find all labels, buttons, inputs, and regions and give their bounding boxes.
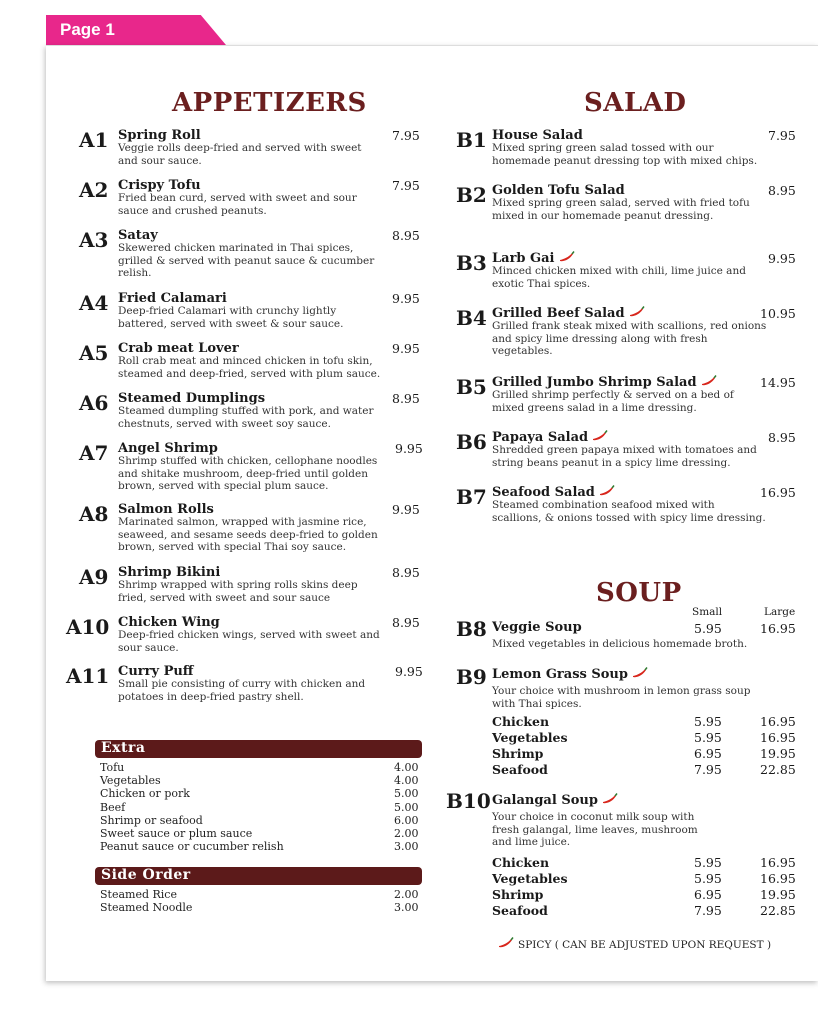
item-code: B6 (456, 430, 487, 454)
price-small: 5.95 (694, 855, 722, 870)
item-code: B7 (456, 485, 487, 509)
price-small: 6.95 (694, 746, 722, 761)
list-item-price: 6.00 (394, 813, 419, 827)
item-price: 8.95 (392, 391, 420, 406)
price-small: 7.95 (694, 903, 722, 918)
list-item-name: Chicken or pork (100, 787, 190, 801)
price-small: 5.95 (694, 730, 722, 745)
item-price: 14.95 (760, 375, 796, 390)
item-price: 7.95 (392, 128, 420, 143)
item-name (492, 667, 648, 683)
price-large: 16.95 (760, 714, 796, 729)
extra-bar (95, 740, 422, 758)
soup-option-name: Vegetables (492, 730, 568, 745)
item-name (492, 793, 618, 809)
page-tab[interactable] (46, 15, 226, 45)
item-code: B5 (456, 375, 487, 399)
soup-heading: SOUP (596, 578, 682, 608)
list-row (100, 901, 430, 914)
list-item-name: Beef (100, 800, 126, 814)
price-small: 7.95 (694, 762, 722, 777)
item-price: 9.95 (395, 664, 423, 679)
list-item-price: 2.00 (394, 826, 419, 840)
item-price: 7.95 (768, 128, 796, 143)
price-large: 16.95 (760, 855, 796, 870)
item-code: B4 (456, 306, 487, 330)
chili-icon (632, 667, 648, 683)
list-item-name: Sweet sauce or plum sauce (100, 826, 253, 840)
list-item-price: 4.00 (394, 761, 419, 774)
list-item-price: 5.00 (394, 787, 419, 801)
item-code: B3 (456, 251, 487, 275)
chili-icon (602, 793, 618, 809)
item-description: Grilled frank steak mixed with scallions, red onions and spicy lime dressing along with fresh vegetables. (492, 320, 767, 357)
item-price: 8.95 (392, 228, 420, 243)
soup-option-name: Seafood (492, 903, 548, 918)
list-item-name: Peanut sauce or cucumber relish (100, 840, 284, 854)
item-name: Steamed Dumplings (118, 391, 266, 406)
soup-option-name: Vegetables (492, 871, 568, 886)
item-description: Mixed spring green salad, served with fried tofu mixed in our homemade peanut dressing. (492, 197, 750, 222)
item-price: 9.95 (395, 441, 423, 456)
item-description: Steamed dumpling stuffed with pork, and water chestnuts, served with sweet soy sauce. (118, 405, 374, 430)
price-large: 16.95 (760, 871, 796, 886)
item-name (492, 128, 583, 143)
item-description: Mixed vegetables in delicious homemade broth. (492, 638, 748, 650)
price-small: 5.95 (694, 714, 722, 729)
list-item-name: Steamed Noodle (100, 901, 193, 915)
item-price: 9.95 (392, 502, 420, 517)
spicy-legend (498, 937, 771, 952)
list-item-price: 3.00 (394, 901, 419, 915)
item-description: Minced chicken mixed with chili, lime juice and exotic Thai spices. (492, 265, 746, 290)
item-name: Satay (118, 228, 158, 243)
item-name: Salmon Rolls (118, 502, 214, 517)
chili-icon (498, 937, 514, 952)
item-name: Chicken Wing (118, 615, 220, 630)
item-name-text: Seafood Salad (492, 485, 595, 500)
extra-title: Extra (101, 740, 146, 756)
price-large: 16.95 (760, 621, 796, 636)
item-description: Skewered chicken marinated in Thai spices, grilled & served with peanut sauce & cucumber relish. (118, 242, 375, 279)
soup-col-large: Large (764, 606, 796, 618)
item-code: B1 (456, 128, 487, 152)
item-description: Mixed spring green salad tossed with our homemade peanut dressing top with mixed chips. (492, 142, 758, 167)
item-description: Your choice in coconut milk soup with fresh galangal, lime leaves, mushroom and lime juice. (492, 811, 698, 848)
soup-option-name: Seafood (492, 762, 548, 777)
item-name-text: Lemon Grass Soup (492, 667, 628, 682)
price-large: 16.95 (760, 730, 796, 745)
item-code: A7 (79, 441, 109, 465)
salad-heading: SALAD (584, 88, 687, 118)
soup-col-small: Small (692, 606, 723, 618)
item-description: Shredded green papaya mixed with tomatoes and string beans peanut in a spicy lime dressing. (492, 444, 757, 469)
item-code: A2 (79, 178, 109, 202)
soup-option-name: Shrimp (492, 746, 544, 761)
list-item-price: 5.00 (394, 800, 419, 814)
item-code: B8 (456, 617, 487, 641)
item-description: Deep-fried chicken wings, served with sweet and sour sauce. (118, 629, 380, 654)
soup-option-name: Shrimp (492, 887, 544, 902)
price-large: 22.85 (760, 762, 796, 777)
item-price: 10.95 (760, 306, 796, 321)
item-code: A5 (79, 341, 109, 365)
list-item-price: 4.00 (394, 774, 419, 788)
item-name-text: Galangal Soup (492, 793, 598, 808)
list-row (100, 774, 430, 787)
page-tab-label: Page 1 (60, 20, 115, 39)
item-code: B9 (456, 665, 487, 689)
item-price: 16.95 (760, 485, 796, 500)
soup-option-name: Chicken (492, 855, 550, 870)
item-description: Small pie consisting of curry with chicken and potatoes in deep-fried pastry shell. (118, 678, 366, 703)
list-row (100, 801, 430, 814)
item-code: B2 (456, 183, 487, 207)
item-name-text: Larb Gai (492, 251, 555, 266)
price-large: 19.95 (760, 746, 796, 761)
item-price: 8.95 (768, 183, 796, 198)
extra-list (100, 761, 430, 853)
item-price: 9.95 (768, 251, 796, 266)
soup-option-name: Chicken (492, 714, 550, 729)
price-small: 5.95 (694, 871, 722, 886)
item-code: A6 (79, 391, 109, 415)
item-name-text: Golden Tofu Salad (492, 183, 625, 198)
item-price: 9.95 (392, 341, 420, 356)
item-price: 7.95 (392, 178, 420, 193)
item-description: Veggie rolls deep-fried and served with sweet and sour sauce. (118, 142, 362, 167)
item-name-text: Grilled Jumbo Shrimp Salad (492, 375, 697, 390)
price-large: 19.95 (760, 887, 796, 902)
item-description: Grilled shrimp perfectly & served on a bed of mixed greens salad in a lime dressing. (492, 389, 734, 414)
appetizers-heading: APPETIZERS (172, 88, 367, 118)
list-item-name: Tofu (100, 761, 125, 774)
item-name: Fried Calamari (118, 291, 227, 306)
item-description: Marinated salmon, wrapped with jasmine rice, seaweed, and sesame seeds deep-fried to golden brown, served with special Thai soy sauce. (118, 516, 378, 553)
list-row (100, 787, 430, 800)
list-item-name: Shrimp or seafood (100, 813, 203, 827)
item-code: B10 (446, 789, 491, 813)
list-item-price: 2.00 (394, 888, 419, 901)
item-description: Shrimp wrapped with spring rolls skins deep fried, served with sweet and sour sauce (118, 579, 358, 604)
item-code: A8 (79, 502, 109, 526)
item-code: A9 (79, 565, 109, 589)
price-small: 6.95 (694, 887, 722, 902)
item-name: Crab meat Lover (118, 341, 239, 356)
item-price: 8.95 (392, 615, 420, 630)
side-order-list (100, 888, 430, 914)
item-code: A1 (79, 128, 109, 152)
item-name-text: House Salad (492, 128, 583, 143)
side-order-bar (95, 867, 422, 885)
list-row (100, 888, 430, 901)
item-name: Spring Roll (118, 128, 201, 143)
list-row (100, 840, 430, 853)
side-order-title: Side Order (101, 867, 191, 883)
list-item-name: Steamed Rice (100, 888, 177, 901)
item-description: Shrimp stuffed with chicken, cellophane noodles and shitake mushroom, deep-fried until golden brown, served with special plum sauce. (118, 455, 378, 492)
item-price: 8.95 (392, 565, 420, 580)
list-row (100, 761, 430, 774)
item-description: Steamed combination seafood mixed with scallions, & onions tossed with spicy lime dressing. (492, 499, 766, 524)
price-small: 5.95 (694, 621, 722, 636)
item-name: Crispy Tofu (118, 178, 201, 193)
item-description: Roll crab meat and minced chicken in tofu skin, steamed and deep-fried, served with plum sauce. (118, 355, 381, 380)
item-code: A11 (66, 664, 110, 688)
spicy-legend-text: SPICY ( CAN BE ADJUSTED UPON REQUEST ) (518, 939, 772, 951)
item-description: Your choice with mushroom in lemon grass soup with Thai spices. (492, 685, 751, 710)
item-code: A3 (79, 228, 109, 252)
list-item-name: Vegetables (100, 774, 161, 788)
price-large: 22.85 (760, 903, 796, 918)
item-name: Veggie Soup (492, 620, 582, 635)
item-name-text: Papaya Salad (492, 430, 589, 445)
item-name: Curry Puff (118, 664, 194, 679)
item-name-text: Grilled Beef Salad (492, 306, 625, 321)
item-description: Fried bean curd, served with sweet and sour sauce and crushed peanuts. (118, 192, 357, 217)
list-row (100, 814, 430, 827)
item-code: A10 (66, 615, 110, 639)
item-code: A4 (79, 291, 109, 315)
list-row (100, 827, 430, 840)
list-item-price: 3.00 (394, 840, 419, 854)
item-name (492, 183, 625, 198)
item-name: Angel Shrimp (118, 441, 218, 456)
item-price: 9.95 (392, 291, 420, 306)
item-description: Deep-fried Calamari with crunchy lightly battered, served with sweet & sour sauce. (118, 305, 344, 330)
item-price: 8.95 (768, 430, 796, 445)
item-name: Shrimp Bikini (118, 565, 221, 580)
